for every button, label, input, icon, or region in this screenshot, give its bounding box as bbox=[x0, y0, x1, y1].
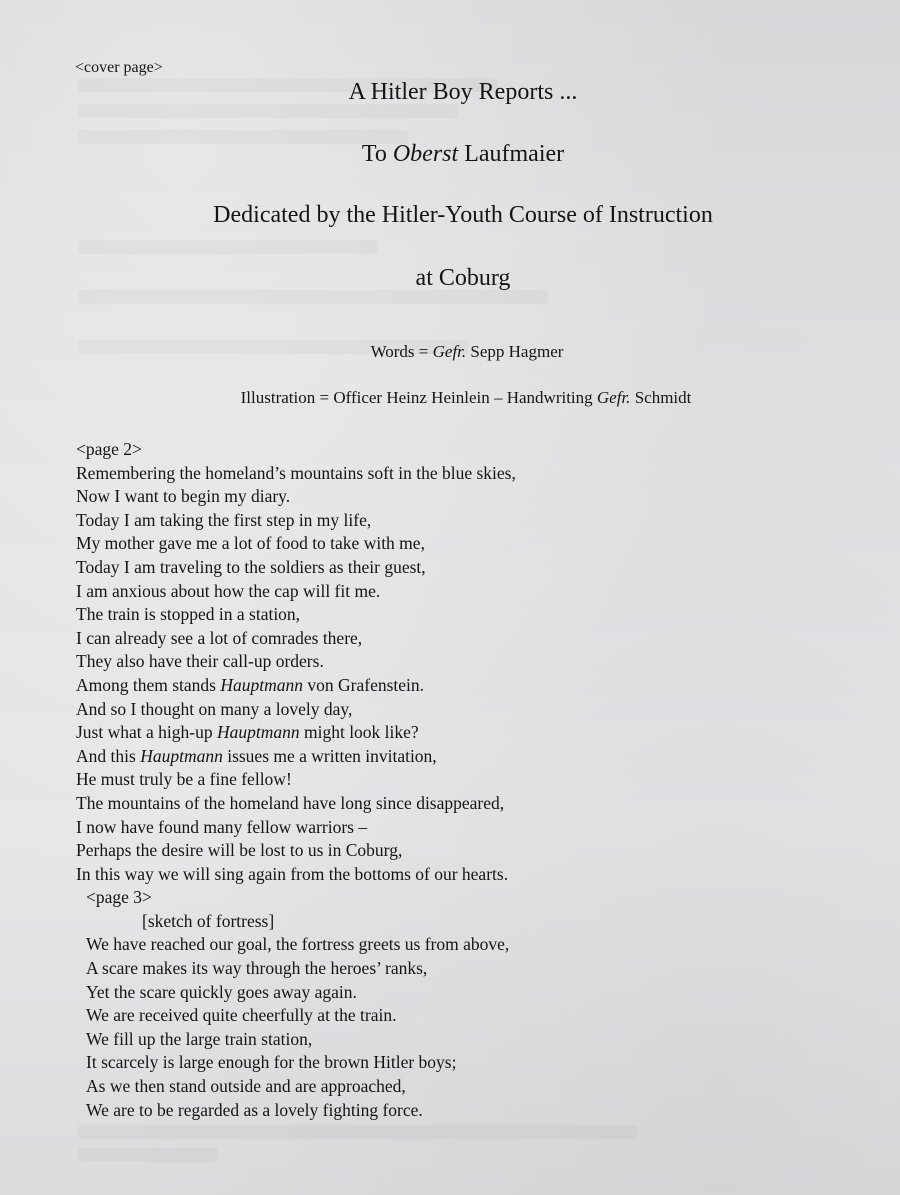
poem-line: We are to be regarded as a lovely fighting force. bbox=[86, 1099, 423, 1120]
bleed-through bbox=[78, 290, 548, 304]
poem-line bbox=[76, 674, 516, 698]
subtitle-rank: Oberst bbox=[392, 141, 459, 167]
poem-line-text: Among them stands bbox=[76, 674, 221, 695]
poem-line-rank: Hauptmann bbox=[140, 745, 223, 766]
poem-line: We are received quite cheerfully at the train. bbox=[86, 1005, 397, 1026]
poem-line: My mother gave me a lot of food to take with me, bbox=[76, 533, 425, 554]
poem-line: In this way we will sing again from the bottoms of our hearts. bbox=[76, 863, 509, 884]
poem-line: Now I want to begin my diary. bbox=[76, 486, 291, 507]
subtitle-name: Laufmaier bbox=[458, 141, 565, 167]
words-credit-name: Sepp Hagmer bbox=[466, 342, 564, 361]
poem-line: Perhaps the desire will be lost to us in Coburg, bbox=[76, 840, 403, 861]
illustration-credit-rank: Gefr. bbox=[596, 388, 631, 407]
poem-line-text: And this bbox=[76, 745, 141, 766]
poem-line: I now have found many fellow warriors – bbox=[76, 816, 368, 837]
words-credit-prefix: Words = bbox=[370, 342, 433, 361]
poem-line: Today I am taking the first step in my life, bbox=[76, 509, 372, 530]
poem-line: A scare makes its way through the heroes’ ranks, bbox=[86, 958, 428, 979]
poem-line bbox=[76, 721, 516, 745]
page-3-marker: <page 3> bbox=[86, 887, 152, 908]
document-title: A Hitler Boy Reports ... bbox=[348, 79, 578, 105]
poem-line: Yet the scare quickly goes away again. bbox=[86, 981, 357, 1002]
poem-line: We have reached our goal, the fortress greets us from above, bbox=[86, 934, 510, 955]
sketch-note: [sketch of fortress] bbox=[142, 910, 275, 931]
poem-line: The train is stopped in a station, bbox=[76, 604, 301, 625]
document-subtitle bbox=[0, 141, 900, 168]
poem-line: The mountains of the homeland have long since disappeared, bbox=[76, 792, 505, 813]
words-credit bbox=[0, 342, 900, 362]
bleed-through bbox=[78, 104, 458, 118]
poem-line: Today I am traveling to the soldiers as their guest, bbox=[76, 556, 426, 577]
poem-line-text: Just what a high-up bbox=[76, 722, 217, 743]
poem-line: He must truly be a fine fellow! bbox=[76, 769, 292, 790]
poem-line-text: issues me a written invitation, bbox=[222, 745, 437, 766]
poem-line: We fill up the large train station, bbox=[86, 1028, 313, 1049]
poem-line-rank: Hauptmann bbox=[216, 722, 300, 743]
poem-line: And so I thought on many a lovely day, bbox=[76, 698, 353, 719]
location-line: at Coburg bbox=[415, 265, 511, 291]
words-credit-rank: Gefr. bbox=[432, 342, 467, 361]
page-2-marker: <page 2> bbox=[76, 439, 142, 459]
illustration-credit-prefix: Illustration = Officer Heinz Heinlein – Handwriting bbox=[240, 388, 597, 407]
poem-line: I am anxious about how the cap will fit me. bbox=[76, 580, 381, 601]
dedication-line: Dedicated by the Hitler-Youth Course of Instruction bbox=[213, 202, 713, 228]
poem-body bbox=[76, 438, 516, 1122]
poem-line-text: von Grafenstein. bbox=[303, 674, 425, 695]
poem-line bbox=[76, 745, 516, 769]
cover-page-marker: <cover page> bbox=[75, 59, 163, 76]
bleed-through bbox=[78, 240, 378, 254]
poem-line: They also have their call-up orders. bbox=[76, 651, 324, 672]
illustration-credit-name: Schmidt bbox=[630, 388, 692, 407]
illustration-credit bbox=[0, 388, 900, 408]
poem-line: I can already see a lot of comrades there, bbox=[76, 627, 363, 648]
poem-line-text: might look like? bbox=[299, 722, 419, 743]
poem-line: As we then stand outside and are approached, bbox=[86, 1076, 406, 1097]
bleed-through bbox=[78, 1125, 638, 1139]
poem-line: Remembering the homeland’s mountains soft in the blue skies, bbox=[76, 462, 516, 483]
subtitle-prefix: To bbox=[361, 141, 393, 167]
bleed-through bbox=[78, 1148, 218, 1162]
poem-line-rank: Hauptmann bbox=[220, 674, 304, 695]
poem-line: It scarcely is large enough for the brown Hitler boys; bbox=[86, 1052, 457, 1073]
